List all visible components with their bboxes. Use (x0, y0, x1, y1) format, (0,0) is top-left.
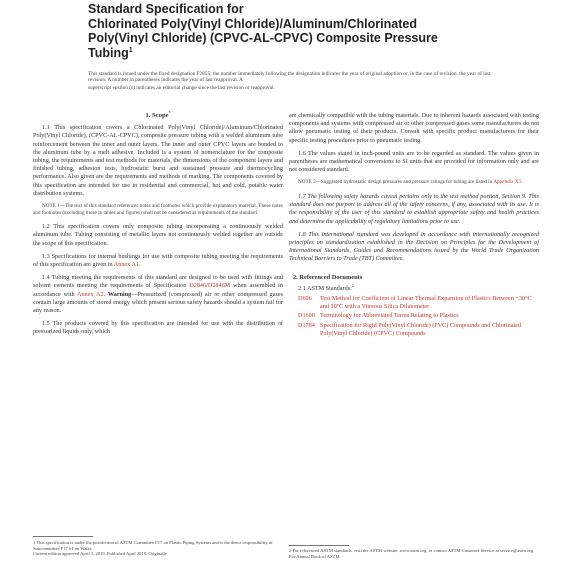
paragraph-text: —Pressurized (compressed) air or other compressed gases contain large amounts of stored energy which present serious safety hazards should a system fail for any reason. (33, 290, 284, 315)
astm-standards-subheading (298, 282, 539, 293)
title-line: Chlorinated Poly(Vinyl Chloride)/Aluminum/Chlorinated (88, 16, 417, 31)
reference-title[interactable]: Specification for Rigid Poly(Vinyl Chloride) (PVC) Compounds and Chlorinated Poly(Vinyl Chloride) (CPVC) Compounds (320, 321, 522, 337)
reference-item[interactable] (298, 295, 539, 311)
referenced-documents-heading: 2. Referenced Documents (293, 273, 363, 281)
paragraph-text: 1.3 Specifications for internal bushings for use with composite tubing meeting the requirements of this specification are given in (33, 252, 283, 269)
document-title (88, 2, 508, 60)
issue-note-line: This standard is issued under the fixed designation F2855; the number immediately following the designation indicates the year of original adoption or, in the case of revision, the year of last revision. A number in parentheses indicates the year of last reapproval. A (88, 71, 491, 84)
footnote-line: 2 For referenced ASTM standards, visit the ASTM website, www.astm.org, or contact ASTM Customer Service at service@astm.org. For Annual Book of ASTM (289, 548, 535, 559)
reference-title[interactable]: Terminology for Abbreviated Terms Relating to Plastics (320, 312, 459, 320)
issue-note (88, 71, 500, 92)
issue-note-line: superscript epsilon (ε) indicates an editorial change since the last revision or reapproval. (88, 84, 275, 91)
paragraph-text: . (139, 261, 141, 269)
reference-code[interactable]: D1784 (298, 321, 315, 329)
scope-mark: * (168, 109, 171, 115)
title-line: Poly(Vinyl Chloride) (CPVC-AL-CPVC) Composite Pressure (88, 31, 438, 45)
note-text: NOTE 2—Suggested hydrostatic design pressures and pressure ratings for tubing are listed in (298, 179, 493, 186)
paragraph-1-8: 1.8 This international standard was developed in accordance with internationally recognized principles on standardization established in the Decision on Principles for the Development of International Standards, Guides and Recommendations issued by the World Trade Organization Technical Barriers to Trade (TBT) Committee. (289, 230, 539, 263)
reference-item[interactable] (298, 322, 539, 338)
scope-heading-text: 1. Scope (145, 112, 169, 119)
note-1: NOTE 1—The text of this standard references notes and footnotes which provide explanatory material. These notes and footnotes (excluding those in tables and figures) shall not be considered as requirements of the standard. (33, 203, 283, 216)
reference-title[interactable]: Test Method for Coefficient of Linear Thermal Expansion of Plastics Between −30°C and 30°C with a Vitreous Silica Dilatometer (320, 295, 532, 311)
warning-label: Warning (107, 290, 132, 298)
note-text: . (521, 179, 523, 186)
footnote-divider (289, 545, 349, 546)
paragraph-1-7: 1.7 The following safety hazards caveat pertains only to the test method portion, Section 9. This standard does not purport to address all of the safety concerns, if any, associated with its use. It is the responsibility of the user of this standard to establish appropriate safety and health practices and determine the applicability of regulatory limitations prior to use. (289, 193, 539, 225)
paragraph-1-6: 1.6 The values stated in inch-pound units are to be regarded as standard. The values given in parentheses are mathematical conversions to SI units that are provided for information only and are not considered standard. (289, 149, 539, 174)
subheading-text: 2.1 ASTM Standards: (298, 284, 352, 292)
right-footnote (289, 548, 539, 559)
footnote-line: Current edition approved April 1, 2019. Published April 2019. Originally (33, 551, 168, 557)
left-footnote (33, 540, 283, 557)
reference-item[interactable] (298, 312, 539, 320)
right-column (289, 112, 539, 339)
paragraph-text: 1.4 Tubing meeting the requirements of this standard are designed to be used with fittings and solvent cements meeting the requirements of Specification (33, 274, 283, 290)
title-line: Standard Specification for (88, 2, 244, 16)
refs-footnote-mark: 2 (351, 282, 354, 288)
paragraph-1-1: 1.1 This specification covers a Chlorinated Poly(Vinyl Chloride)/Aluminum/Chlorinated Poly(Vinyl Chloride), (CPVC-AL-CPVC), composite pressure tubing with a welded aluminum tube reinforcement between the inner and outer layers. The inner and outer CPVC layers are bonded to the aluminum tube by a melt adhesive. Included is a system of nomenclature for the composite tubing, the requirements and test methods for materials, the dimensions of the component layers and finished tubing, adhesion tests, hydrostatic burst and sustained pressure and thermocycling performance. Also given are the requirements and methods of marking. The components covered by this specification are intended for use in residential and commercial, hot and cold, potable water distribution systems. (33, 124, 283, 197)
d2846-link[interactable]: D2846/D2846M (189, 282, 231, 290)
annex-a1-link[interactable]: Annex A1 (113, 261, 140, 269)
reference-code[interactable]: D1600 (298, 312, 315, 320)
title-footnote-mark: 1 (128, 46, 133, 54)
paragraph-1-3 (33, 253, 283, 269)
scope-heading (33, 109, 283, 120)
title-line-text: Tubing (88, 45, 129, 60)
annex-a2-link[interactable]: Annex A2 (77, 290, 104, 298)
paragraph-1-5-continued: are chemically compatible with the tubing materials. Due to inherent hazards associated with testing components and systems with compressed air or other compressed gases some manufacturers do not allow pneumatic testing of their products. Consult with specific product manufacturers for their specific testing procedures prior to pneumatic testing. (289, 112, 539, 144)
footnote-divider (33, 536, 93, 537)
reference-code[interactable]: D696 (298, 295, 312, 303)
footnote-line: 1 This specification is under the jurisdiction of ASTM Committee F17 on Plastic Piping Systems and is the direct responsibility of Subcommittee F17.61 on Water. (33, 540, 273, 551)
paragraph-1-5: 1.5 The products covered by this specification are intended for use with the distribution of pressurized liquids only, which (33, 320, 283, 336)
paragraph-1-2: 1.2 This specification covers only composite tubing incorporating a continuously welded aluminum tube. Tubing consisting of metallic layers not continuously welded together are outside the scope of this specification. (33, 223, 283, 247)
appendix-x1-link[interactable]: Appendix X1 (493, 179, 522, 186)
note-2 (289, 179, 539, 186)
paragraph-text: when assembled in accordance with (33, 282, 283, 298)
paragraph-text: . (103, 290, 106, 298)
title-line (88, 46, 508, 61)
paragraph-1-4 (33, 274, 283, 315)
left-column (33, 109, 284, 342)
